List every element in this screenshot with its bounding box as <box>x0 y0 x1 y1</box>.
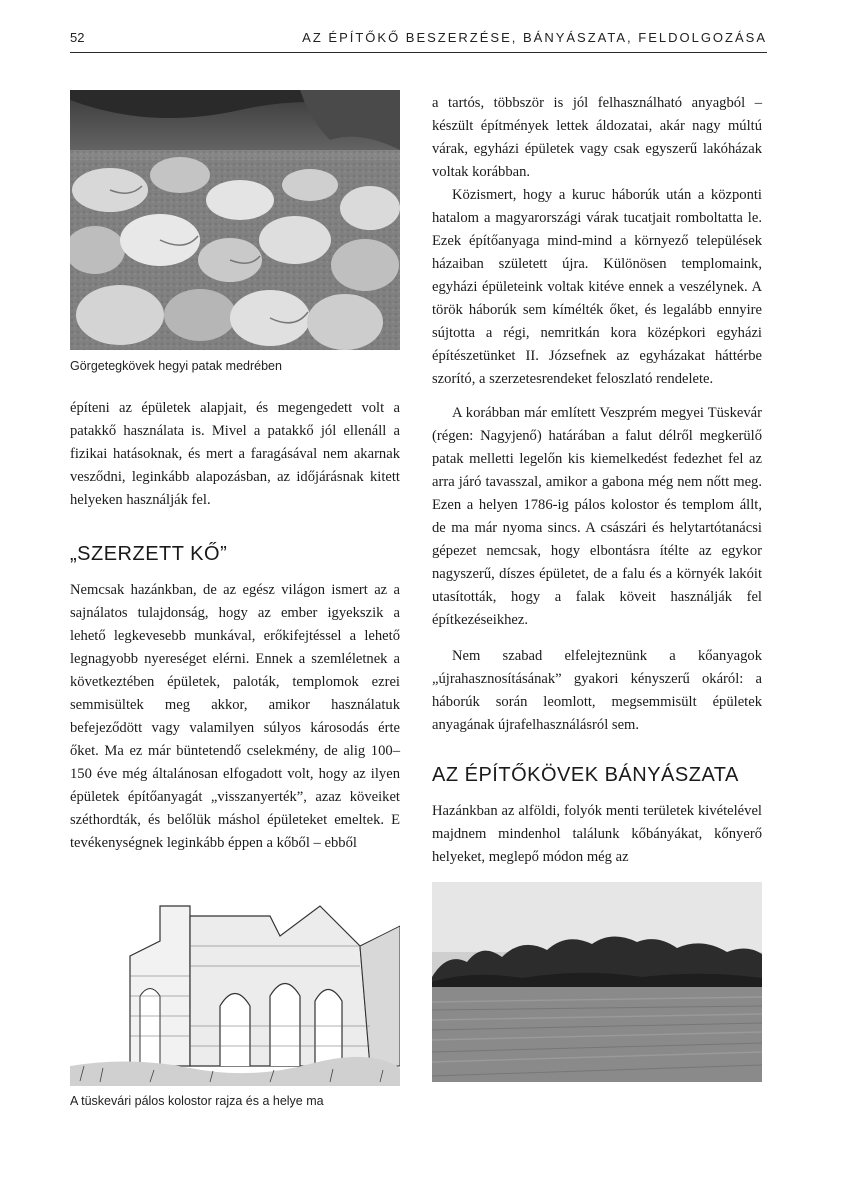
left-paragraph-2: Nemcsak hazánkban, de az egész világon ismert az a sajnálatos tulajdonság, hogy az ember igyekszik a lehető legkevesebb munkával, erőkifejtéssel a lehető legnagyobb nyereséget elérni. Ennek a szemléletnek a következtében épületek, paloták, templomok ezrei semmisültek meg akkor, amikor használatuk befejeződött vagy valamilyen súlyos károsodás érte őket. Ma ez már büntetendő cselekmény, de alig 100–150 éve még általánosan elfogadott volt, hogy az ilyen épületek építőanyagát „visszanyerték”, azaz köveiket széthordták, és belőlük máshol épületeket emeltek. E tevékenységnek leginkább éppen a kőből – ebből <box>70 582 400 851</box>
stream-photo <box>70 90 400 350</box>
monastery-drawing-caption: A tüskevári pálos kolostor rajza és a helye ma <box>70 1094 324 1108</box>
stream-photo-caption: Görgetegkövek hegyi patak medrében <box>70 359 282 373</box>
field-photo <box>432 882 762 1082</box>
right-paragraph-2: Közismert, hogy a kuruc háborúk után a központi hatalom a magyarországi várak tucatjait romboltatta le. Ezek építőanyaga mind-mind a környező települések házaiban született újra. Különösen templomaink, egyházi épületeink voltak kitéve ennek a veszélynek. A török háborúk sem kímélték őket, és legalább ennyire sújtotta a régi, nemritkán kora középkori egyházi építészetünket II. Józsefnek az egyházakat háttérbe szorító, a szerzetesrendeket feloszlató rendelete. <box>432 187 762 387</box>
page-number: 52 <box>70 30 85 45</box>
left-paragraph-1: építeni az épületek alapjait, és megengedett volt a patakkő használata is. Mivel a patakkő jól ellenáll a fizikai hatásoknak, és mert a faragásával nem akarnak vesződni, leginkább alapozásban, az időjárásnak kitett helyeken használják fel. <box>70 400 400 508</box>
right-paragraph-1: a tartós, többször is jól felhasználható anyagból – készült építmények lettek áldozatai, akár nagy múltú várak, egyházi épületek vagy csak egyszerű lakóházak voltak korábban. <box>432 95 762 180</box>
right-paragraph-4: Nem szabad elfelejteznünk a kőanyagok „újrahasznosításának” gyakori kényszerű okáról: a háborúk során leomlott, megsemmisült épületek anyagának újrafelhasználásról sem. <box>432 648 762 733</box>
right-paragraph-3: A korábban már említett Veszprém megyei Tüskevár (régen: Nagyjenő) határában a falut délről megkerülő patak melletti legelőn kis kiemelkedést fedezhet fel az arra járó tavasszal, amikor a gabona még nem nőtt meg. Ezen a helyen 1786-ig pálos kolostor és templom állt, de ma már nyoma sincs. A császári és helytartótanácsi gépezet nemcsak, hogy elbontásra ítélte az egykor nagyszerű, díszes épületet, de a falu és a környék lakóit utasították, hogy a falak köveit használják fel építkezéseikhez. <box>432 405 762 628</box>
right-paragraph-5: Hazánkban az alföldi, folyók menti területek kivételével majdnem mindenhol találunk kőbányákat, kőnyerő helyeket, meglepő módon még az <box>432 803 762 865</box>
running-head <box>70 28 767 53</box>
monastery-drawing <box>70 886 400 1086</box>
heading-epitokovek-banyaszata: AZ ÉPÍTŐKÖVEK BÁNYÁSZATA <box>432 764 739 786</box>
heading-szerzett-ko: „SZERZETT KŐ” <box>70 543 228 565</box>
running-section-title: AZ ÉPÍTŐKŐ BESZERZÉSE, BÁNYÁSZATA, FELDOLGOZÁSA <box>302 30 767 45</box>
